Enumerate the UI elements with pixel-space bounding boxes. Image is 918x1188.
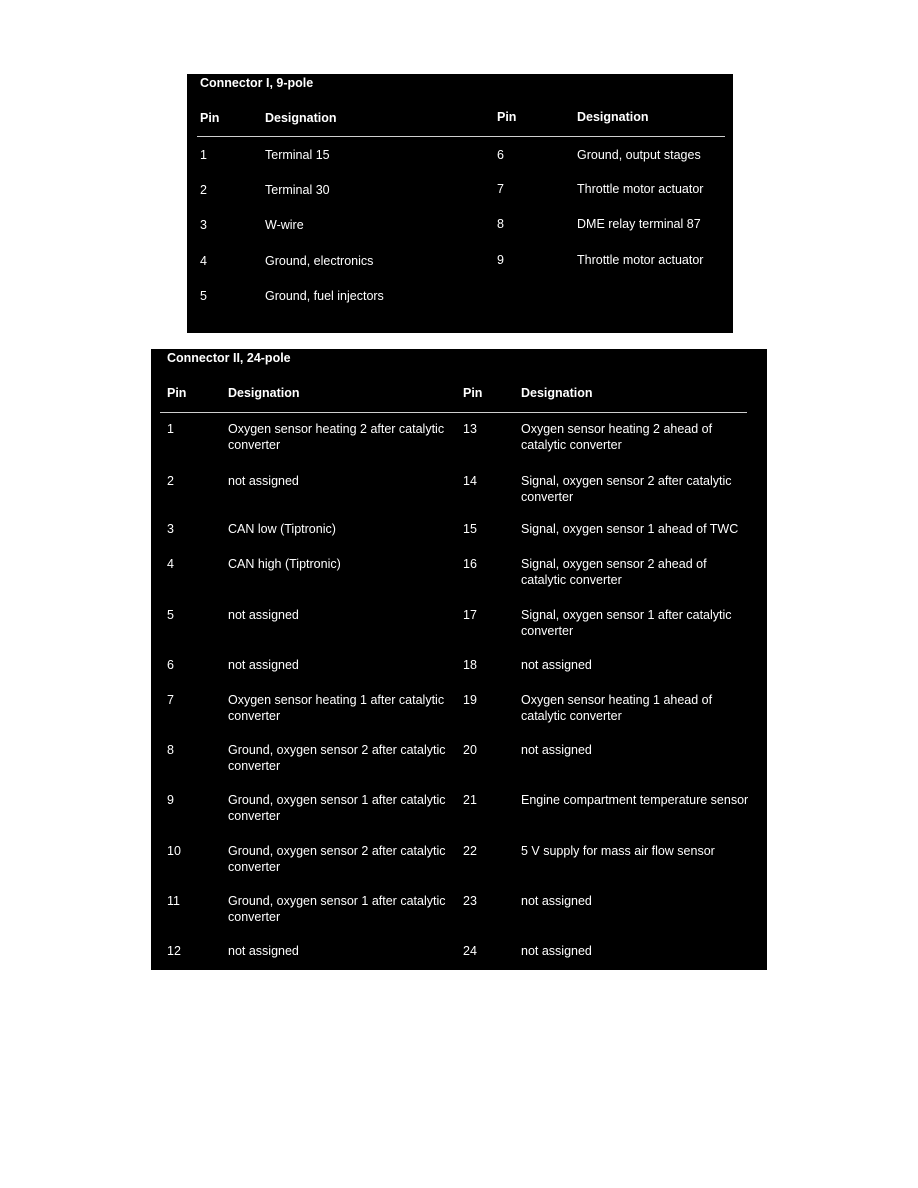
pin-designation: Ground, electronics [265, 254, 374, 268]
pin-designation: W-wire [265, 218, 304, 232]
pin-number: 18 [463, 658, 477, 672]
pin-designation: Signal, oxygen sensor 2 ahead of catalytic converter [521, 557, 707, 587]
pin-number: 6 [497, 148, 504, 162]
pin-designation: not assigned [228, 474, 299, 488]
pin-number: 13 [463, 422, 477, 436]
pin-designation: not assigned [228, 658, 299, 672]
pin-number: 3 [200, 218, 207, 232]
pin-number: 3 [167, 522, 174, 536]
pin-designation: not assigned [521, 894, 592, 908]
pin-designation: not assigned [228, 608, 299, 622]
pin-designation: Ground, oxygen sensor 1 after catalytic converter [228, 793, 446, 823]
header-pin: Pin [167, 386, 187, 400]
pin-designation: Throttle motor actuator [577, 253, 704, 267]
pin-number: 15 [463, 522, 477, 536]
pin-number: 19 [463, 693, 477, 707]
header-pin: Pin [497, 110, 517, 124]
header-divider [197, 136, 725, 137]
pin-number: 2 [200, 183, 207, 197]
pin-number: 12 [167, 944, 181, 958]
connector-1-table [187, 74, 733, 333]
pin-designation: not assigned [521, 743, 592, 757]
pin-designation: CAN low (Tiptronic) [228, 522, 336, 536]
pin-number: 24 [463, 944, 477, 958]
pin-number: 1 [167, 422, 174, 436]
header-designation: Designation [521, 386, 593, 400]
pin-number: 5 [167, 608, 174, 622]
pin-designation: Signal, oxygen sensor 1 ahead of TWC [521, 522, 739, 536]
pin-number: 16 [463, 557, 477, 571]
pin-designation: Ground, fuel injectors [265, 289, 384, 303]
pin-number: 5 [200, 289, 207, 303]
pin-number: 7 [167, 693, 174, 707]
pin-designation: Ground, oxygen sensor 2 after catalytic converter [228, 743, 446, 773]
pin-designation: Oxygen sensor heating 2 ahead of catalytic converter [521, 422, 713, 452]
pin-designation: Throttle motor actuator [577, 182, 704, 196]
pin-number: 9 [497, 253, 504, 267]
pin-designation: Engine compartment temperature sensor [521, 793, 749, 807]
pin-number: 22 [463, 844, 477, 858]
pin-designation: not assigned [228, 944, 299, 958]
pin-designation: Oxygen sensor heating 1 ahead of catalytic converter [521, 693, 713, 723]
pin-designation: Signal, oxygen sensor 2 after catalytic converter [521, 474, 732, 504]
pin-number: 23 [463, 894, 477, 908]
header-designation: Designation [577, 110, 649, 124]
pin-number: 8 [167, 743, 174, 757]
pin-number: 4 [167, 557, 174, 571]
pin-number: 10 [167, 844, 181, 858]
pin-designation: DME relay terminal 87 [577, 217, 701, 231]
connector-2-title: Connector II, 24-pole [167, 351, 291, 365]
pin-designation: Oxygen sensor heating 1 after catalytic converter [228, 693, 445, 723]
pin-number: 1 [200, 148, 207, 162]
header-designation: Designation [265, 111, 337, 125]
pin-designation: Terminal 15 [265, 148, 330, 162]
pin-number: 7 [497, 182, 504, 196]
connector-1-title: Connector I, 9-pole [200, 76, 314, 90]
pin-number: 2 [167, 474, 174, 488]
pin-number: 20 [463, 743, 477, 757]
pin-number: 8 [497, 217, 504, 231]
pin-number: 9 [167, 793, 174, 807]
pin-designation: Terminal 30 [265, 183, 330, 197]
pin-number: 4 [200, 254, 207, 268]
pin-number: 14 [463, 474, 477, 488]
pin-designation: Ground, output stages [577, 148, 701, 162]
pin-number: 17 [463, 608, 477, 622]
pin-designation: Signal, oxygen sensor 1 after catalytic converter [521, 608, 732, 638]
pin-designation: Oxygen sensor heating 2 after catalytic converter [228, 422, 445, 452]
pin-number: 6 [167, 658, 174, 672]
header-pin: Pin [200, 111, 220, 125]
pin-designation: not assigned [521, 944, 592, 958]
pin-designation: Ground, oxygen sensor 1 after catalytic converter [228, 894, 446, 924]
pin-number: 21 [463, 793, 477, 807]
header-pin: Pin [463, 386, 483, 400]
pin-designation: 5 V supply for mass air flow sensor [521, 844, 715, 858]
header-divider [160, 412, 747, 413]
pin-number: 11 [167, 894, 180, 908]
header-designation: Designation [228, 386, 300, 400]
pin-designation: CAN high (Tiptronic) [228, 557, 341, 571]
pin-designation: Ground, oxygen sensor 2 after catalytic converter [228, 844, 446, 874]
pin-designation: not assigned [521, 658, 592, 672]
connector-2-table [151, 349, 767, 970]
